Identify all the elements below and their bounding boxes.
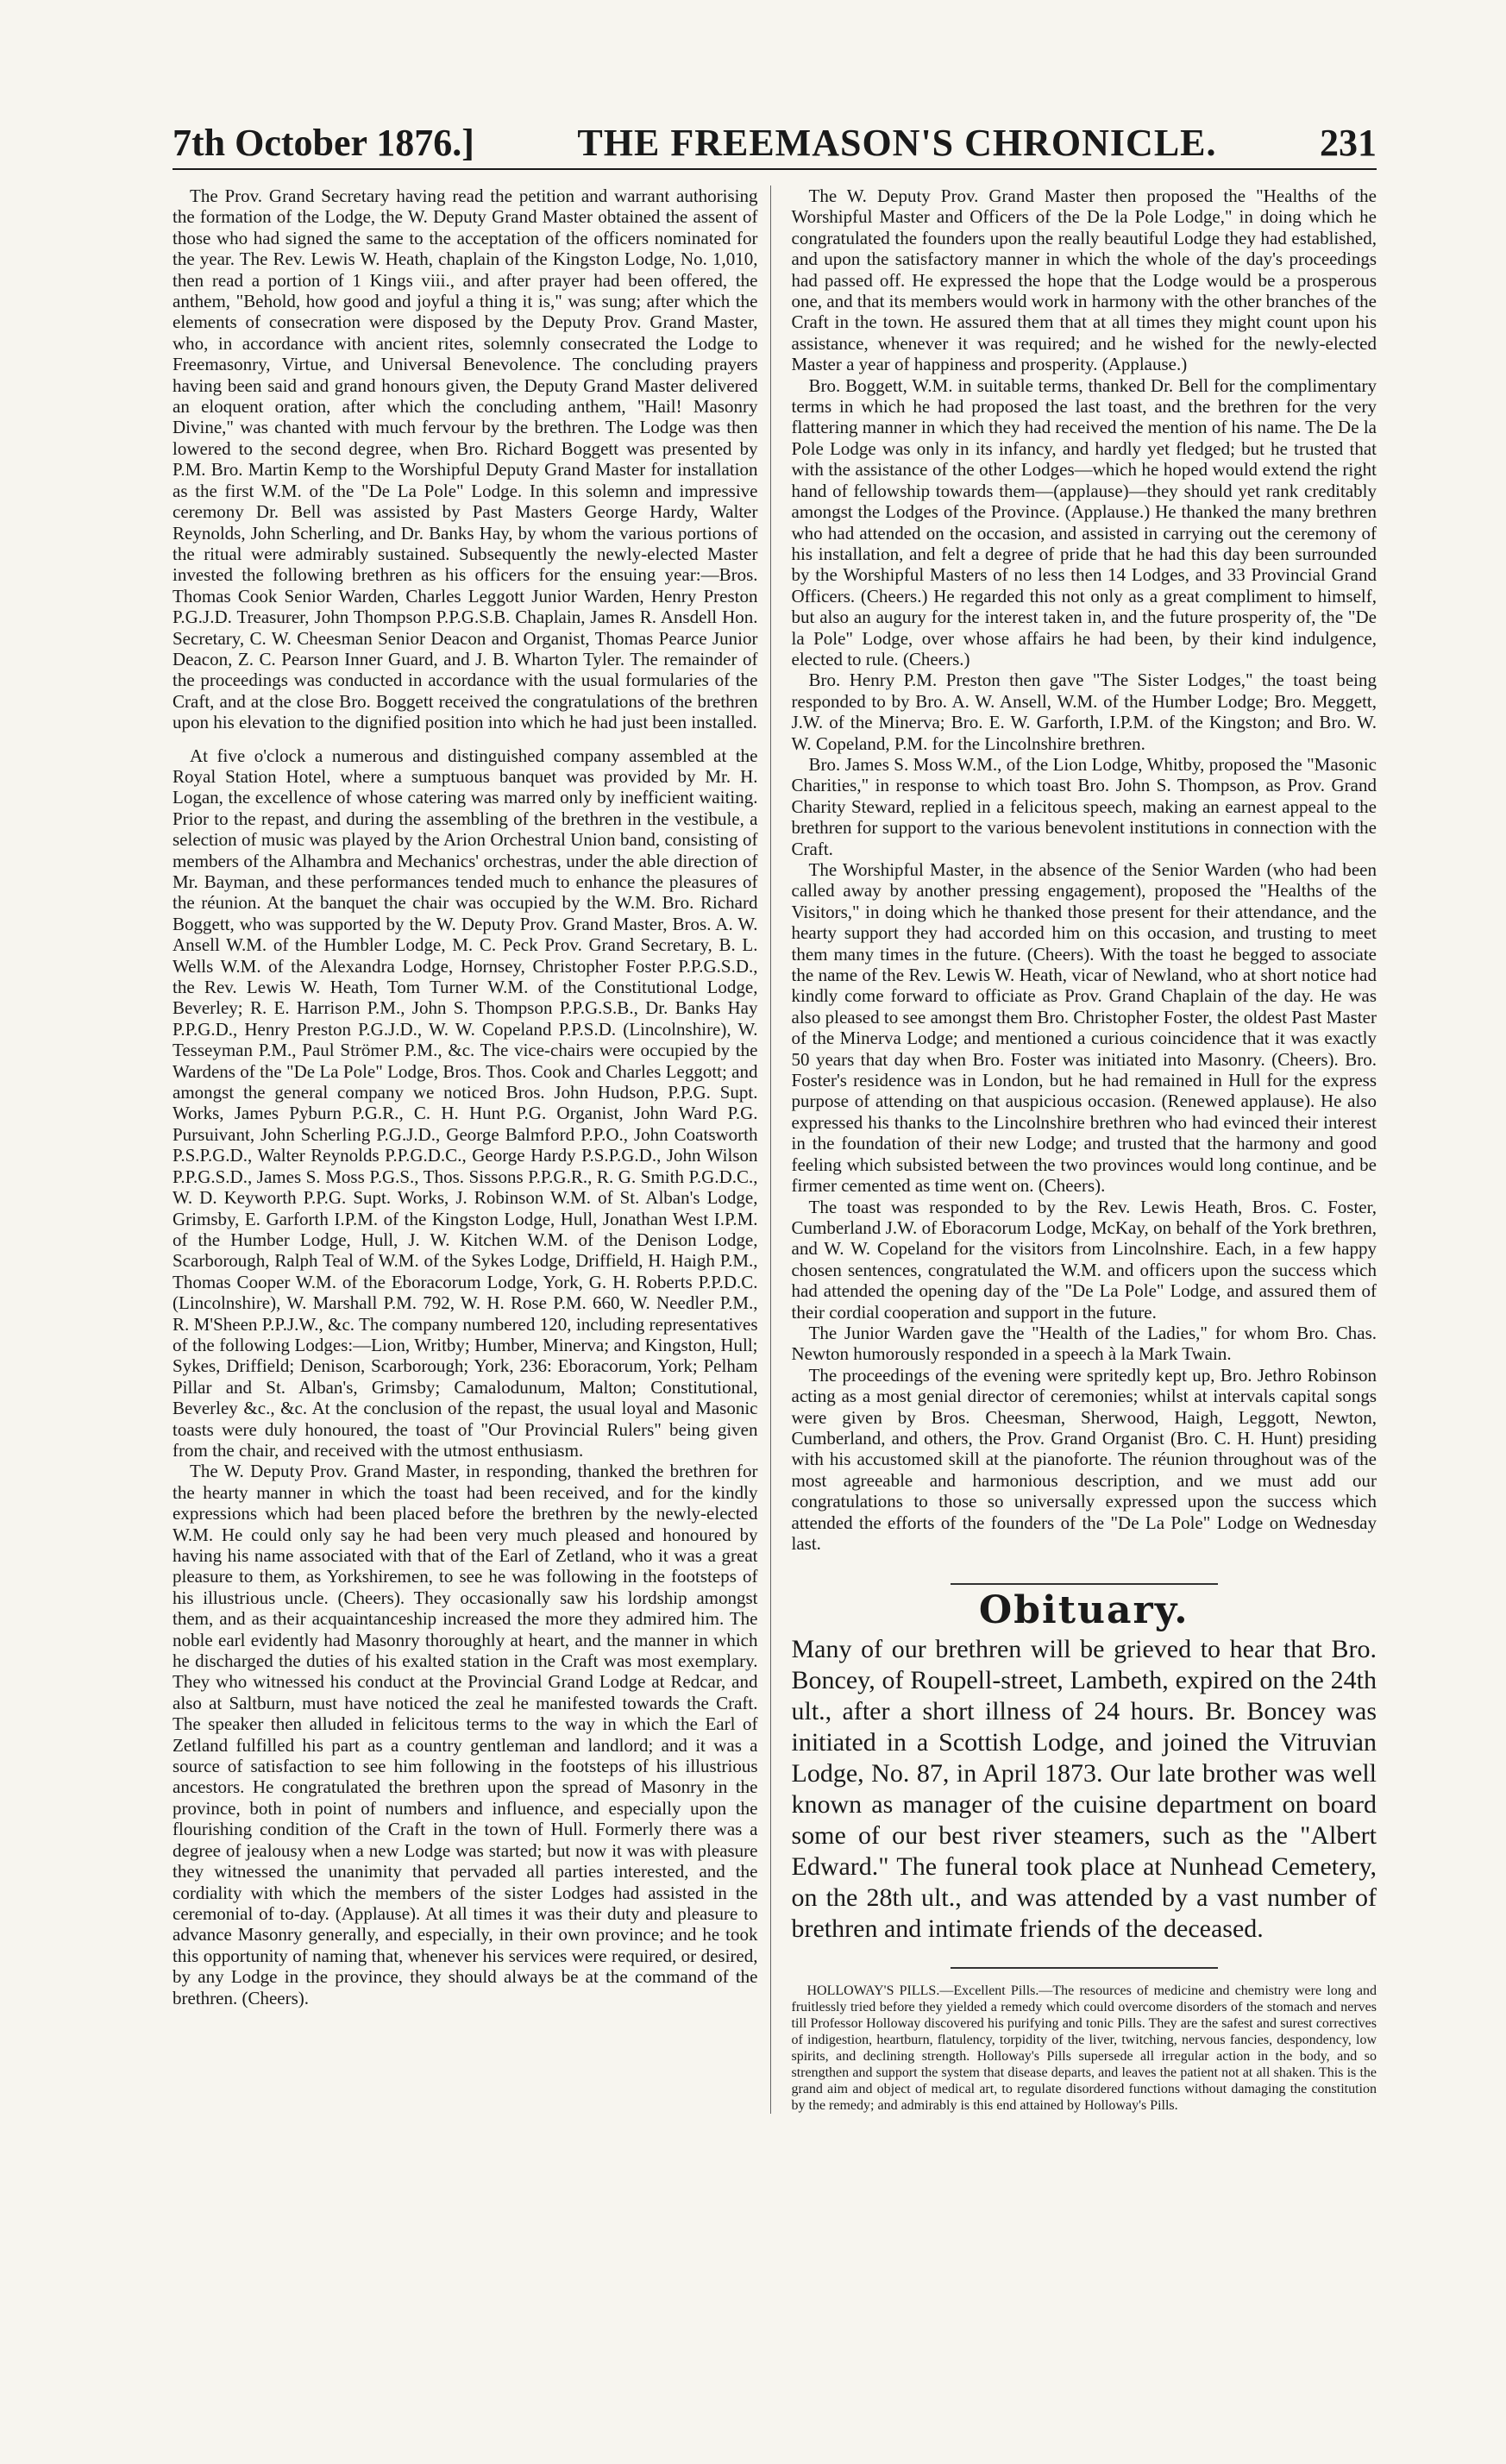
page-header — [173, 121, 1377, 170]
publication-title: THE FREEMASON'S CHRONICLE. — [577, 122, 1217, 164]
paragraph: The Prov. Grand Secretary having read the petition and warrant authorising the formation of the Lodge, the W. Deputy Grand Master obtained the assent of those who had signed the same to the acceptation of the officers nominated for the year. The Rev. Lewis W. Heath, chaplain of the Kingston Lodge, No. 1,010, then read a portion of 1 Kings viii., and after prayer had been offered, the anthem, "Behold, how good and joyful a thing it is," was sung; after which the elements of consecration were disposed by the Deputy Prov. Grand Master, who, in accordance with ancient rites, solemnly consecrated the Lodge to Freemasonry, Virtue, and Universal Benevolence. The concluding prayers having been said and grand honours given, the Deputy Grand Master delivered an eloquent oration, after which the concluding anthem, "Hail! Masonry Divine," was chanted with much fervour by the brethren. The Lodge was then lowered to the second degree, when Bro. Richard Boggett was presented by P.M. Bro. Martin Kemp to the Worshipful Deputy Grand Master for installation as the first W.M. of the "De La Pole" Lodge. In this solemn and impressive ceremony Dr. Bell was assisted by Past Masters George Hardy, Walter Reynolds, John Scherling, and Dr. Banks Hay, by whom the various portions of the ritual were admirably sustained. Subsequently the newly-elected Master invested the following brethren as his officers for the ensuing year:—Bros. Thomas Cook Senior Warden, Charles Leggott Junior Warden, Henry Preston P.G.J.D. Treasurer, John Thompson P.P.G.S.B. Chaplain, James R. Ansdell Hon. Secretary, C. W. Cheesman Senior Deacon and Organist, Thomas Pearce Junior Deacon, Z. C. Pearson Inner Guard, and J. B. Wharton Tyler. The remainder of the proceedings was conducted in accordance with the usual formularies of the Craft, and at the close Bro. Boggett received the congratulations of the brethren upon his elevation to the dignified position into which he had just been installed. — [173, 185, 758, 733]
advertisement-text: HOLLOWAY'S PILLS.—Excellent Pills.—The resources of medicine and chemistry were long and fruitlessly tried before they yielded a remedy which could overcome disorders of the stomach and nerves till Professor Holloway discovered his purifying and tonic Pills. They are the safest and surest correctives of indigestion, heartburn, flatulency, torpidity of the liver, twitching, nervous fancies, despondency, low spirits, and declining strength. Holloway's Pills supersede all irregular action in the body, and so strengthen and support the system that disease departs, and leaves the patient not at all shaken. This is the grand aim and object of medical art, to regulate disordered functions without damaging the constitution by the remedy; and admirably is this end attained by Holloway's Pills. — [791, 1983, 1377, 2113]
obituary-paragraph: Many of our brethren will be grieved to hear that Bro. Boncey, of Roupell-street, Lambeth, expired on the 24th ult., after a short illness of 24 hours. Br. Boncey was initiated in a Scottish Lodge, and joined the Vitruvian Lodge, No. 87, in April 1873. Our late brother was well known as manager of the cuisine department on board some of our best river steamers, such as the "Albert Edward." The funeral took place at Nunhead Cemetery, on the 28th ult., and was attended by a vast number of brethren and intimate friends of the deceased. — [791, 1634, 1377, 1943]
page-number: 231 — [1320, 122, 1377, 164]
paragraph: The Junior Warden gave the "Health of the Ladies," for whom Bro. Chas. Newton humorously responded in a speech à la Mark Twain. — [791, 1322, 1377, 1365]
paragraph: The proceedings of the evening were spritedly kept up, Bro. Jethro Robinson acting as a most genial director of ceremonies; whilst at intervals capital songs were given by Bros. Cheesman, Sherwood, Haigh, Leggott, Newton, Cumberland, and others, the Prov. Grand Organist (Bro. C. H. Hunt) presiding with his accustomed skill at the pianoforte. The réunion throughout was of the most agreeable and harmonious description, and we must add our congratulations to those so universally expressed upon the success which attended the efforts of the founders of the "De La Pole" Lodge on Wednesday last. — [791, 1364, 1377, 1554]
obituary-heading: Obituary. — [978, 1588, 1189, 1633]
issue-date: 7th October 1876.] — [173, 122, 474, 164]
left-column — [173, 185, 771, 2114]
paragraph: Bro. Boggett, W.M. in suitable terms, thanked Dr. Bell for the complimentary terms in which he had proposed the last toast, and the brethren for the very flattering manner in which they had received the mention of his name. The De la Pole Lodge was only in its infancy, and hardly yet fledged; but he trusted that with the assistance of the other Lodges—which he hoped would extend the right hand of fellowship towards them—(applause)—they should yet rank creditably amongst the Lodges of the Province. (Applause.) He thanked the many brethren who had attended on the occasion, and assisted in carrying out the ceremony of his installation, and felt a degree of pride that he had this day been surrounded by the Worshipful Masters of no less then 14 Lodges, and 33 Provincial Grand Officers. (Cheers.) He regarded this not only as a great compliment to himself, but also an augury for the interest taken in, and the future prosperity of, the "De la Pole" Lodge, over whose affairs he had been, by their kind indulgence, elected to rule. (Cheers.) — [791, 374, 1377, 669]
paragraph: The toast was responded to by the Rev. Lewis Heath, Bros. C. Foster, Cumberland J.W. of Eboracorum Lodge, McKay, on behalf of the York brethren, and W. W. Copeland for the visitors from Lincolnshire. Each, in a few happy chosen sentences, congratulated the W.M. and officers upon the success which had attended the opening day of the "De La Pole" Lodge, and assured them of their cordial cooperation and support in the future. — [791, 1196, 1377, 1323]
section-divider — [951, 1967, 1218, 1969]
advertisement — [792, 1983, 1377, 2114]
paragraph: At five o'clock a numerous and distinguished company assembled at the Royal Station Hotel, where a sumptuous banquet was provided by Mr. H. Logan, the excellence of whose catering was marred only by inefficient waiting. Prior to the repast, and during the assembling of the brethren in the vestibule, a selection of music was played by the Arion Orchestral Union band, consisting of members of the Alhambra and Mechanics' orchestras, under the able direction of Mr. Bayman, and these performances tended much to enhance the pleasures of the réunion. At the banquet the chair was occupied by the W.M. Bro. Richard Boggett, who was supported by the W. Deputy Prov. Grand Master, Bros. A. W. Ansell W.M. of the Humbler Lodge, M. C. Peck Prov. Grand Secretary, B. L. Wells W.M. of the Alexandra Lodge, Hornsey, Christopher Foster P.P.G.S.D., the Rev. Lewis W. Heath, Tom Turner W.M. of the Constitutional Lodge, Beverley; R. E. Harrison P.M., John S. Thompson P.P.G.S.B., Dr. Banks Hay P.P.G.D., Henry Preston P.G.J.D., W. W. Copeland P.P.S.D. (Lincolnshire), W. Tesseyman P.M., Paul Strömer P.M., &c. The vice-chairs were occupied by the Wardens of the "De La Pole" Lodge, Bros. Thos. Cook and Charles Leggott; and amongst the general company we noticed Bros. John Hudson, P.P.G. Supt. Works, James Pyburn P.G.R., C. H. Hunt P.G. Organist, John Ward P.G. Pursuivant, John Scherling P.G.J.D., George Balmford P.P.O., John Coatsworth P.S.P.G.D., Walter Reynolds P.P.G.D.C., George Hardy P.S.P.G.D., John Wilson P.P.G.S.D., James S. Moss P.G.S., Thos. Sissons P.P.G.R., R. G. Smith P.G.D.C., W. D. Keyworth P.P.G. Supt. Works, J. Robinson W.M. of St. Alban's Lodge, Grimsby, E. Garforth I.P.M. of the Kingston Lodge, Hull, Jonathan West I.P.M. of the Humber Lodge, Hull, J. W. Kitchen W.M. of the Denison Lodge, Scarborough, Ralph Teal of W.M. of the Sykes Lodge, Driffield, H. Haigh P.M., Thomas Cooper W.M. of the Eboracorum Lodge, York, G. H. Roberts P.P.D.C. (Lincolnshire), W. Marshall P.M. 792, W. H. Rose P.M. 660, W. Needler P.M., R. M'Sheen P.P.J.W., &c. The company numbered 120, including representatives of the following Lodges:—Lion, Writby; Humber, Minerva; and Kingston, Hull; Sykes, Driffield; Denison, Scarborough; York, 236: Eboracorum, York; Pelham Pillar and St. Alban's, Grimsby; Camalodunum, Malton; Constitutional, Beverley &c., &c. At the conclusion of the repast, the usual loyal and Masonic toasts were duly honoured, the toast of "Our Provincial Rulers" being given from the chair, and received with the utmost enthusiasm. — [173, 745, 758, 1461]
right-column — [792, 185, 1377, 2114]
obituary-body — [792, 1634, 1377, 1945]
paragraph: Bro. James S. Moss W.M., of the Lion Lodge, Whitby, proposed the "Masonic Charities," in response to which toast Bro. John S. Thompson, as Prov. Grand Charity Steward, replied in a felicitous speech, making an earnest appeal to the brethren for support to the various benevolent institutions in connection with the Craft. — [791, 753, 1377, 859]
paragraph: The Worshipful Master, in the absence of the Senior Warden (who had been called away by another pressing engagement), proposed the "Healths of the Visitors," in doing which he thanked those present for their attendance, and the hearty support they had accorded him on this occasion, and trusting to meet them many times in the future. (Cheers). With the toast he begged to associate the name of the Rev. Lewis W. Heath, vicar of Newland, who at short notice had kindly come forward to officiate as Prov. Grand Chaplain of the day. He was also pleased to see amongst them Bro. Christopher Foster, the oldest Past Master of the Minerva Lodge; and mentioned a curious coincidence that it was exactly 50 years that day when Bro. Foster was initiated into Masonry. (Cheers). Bro. Foster's residence was in London, but he had remained in Hull for the express purpose of attending on that auspicious occasion. (Renewed applause). He also expressed his thanks to the Lincolnshire brethren who had evinced their interest in the foundation of their new Lodge; and trusted that the harmony and good feeling which subsisted between the two provinces would long continue, and be firmer cemented as time went on. (Cheers). — [791, 859, 1377, 1197]
paragraph: The W. Deputy Prov. Grand Master then proposed the "Healths of the Worshipful Master and Officers of the De la Pole Lodge," in doing which he congratulated the founders upon the really beautiful Lodge they had established, and upon the satisfactory manner in which the whole of the day's proceedings had passed off. He expressed the hope that the Lodge would be a prosperous one, and that its members would work in harmony with the other branches of the Craft in the town. He assured them that at all times they might count upon his assistance, whenever it was required; and he wished for the newly-elected Master a year of happiness and prosperity. (Applause.) — [791, 185, 1377, 375]
paragraph: The W. Deputy Prov. Grand Master, in responding, thanked the brethren for the hearty manner in which the toast had been received, and for the kindly expressions which had been placed before the brethren by the newly-elected W.M. He could only say he had been very much pleased and honoured by having his name associated with that of the Earl of Zetland, who it was a great pleasure to them, as Yorkshiremen, to see he was following in the footsteps of his illustrious uncle. (Cheers). They occasionally saw his lordship amongst them, and as their acquaintanceship increased the more they admired him. The noble earl evidently had Masonry thoroughly at heart, and the manner in which he discharged the duties of his exalted station in the Craft was most exemplary. They who witnessed his conduct at the Provincial Grand Lodge at Redcar, and also at Saltburn, must have noticed the zeal he manifested towards the Craft. The speaker then alluded in felicitous terms to the way in which the Earl of Zetland fulfilled his part as a country gentleman and landlord; and it was a source of satisfaction to see him following in the footsteps of his illustrious ancestors. He congratulated the brethren upon the spread of Masonry in the province, both in point of numbers and influence, and especially upon the flourishing condition of the Craft in the town of Hull. Formerly there was a degree of jealousy when a new Lodge was started; but now it was with pleasure they witnessed the unanimity that pervaded all parties interested, and the cordiality with which the members of the sister Lodges had assisted in the ceremonial of to-day. (Applause). At all times it was their duty and pleasure to advance Masonry generally, and especially, in their own province; and he took this opportunity of naming that, whenever his services were required, or desired, by any Lodge in the province, they should always be at the command of the brethren. (Cheers). — [173, 1461, 758, 2008]
article-columns — [173, 185, 1377, 2114]
paragraph: Bro. Henry P.M. Preston then gave "The Sister Lodges," the toast being responded to by Bro. A. W. Ansell, W.M. of the Humber Lodge; Bro. Meggett, J.W. of the Minerva; Bro. E. W. Garforth, I.P.M. of the Kingston; and Bro. W. W. Copeland, P.M. for the Lincolnshire brethren. — [791, 669, 1377, 754]
section-divider — [951, 1583, 1218, 1585]
